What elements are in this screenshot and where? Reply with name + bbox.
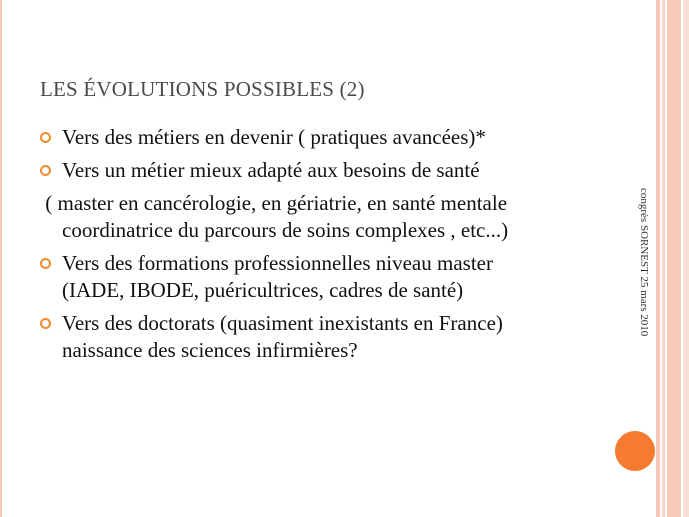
right-stripe-1: [656, 0, 660, 517]
list-item: [40, 250, 620, 304]
item-line: Vers des doctorats (quasiment inexistants en France): [62, 311, 503, 335]
left-border-line: [0, 0, 2, 517]
slide-content: [40, 124, 620, 370]
item-line: Vers un métier mieux adapté aux besoins de santé: [62, 158, 480, 182]
bullet-circle-icon: [40, 318, 51, 329]
item-line-continuation: (IADE, IBODE, puéricultrices, cadres de santé): [62, 278, 464, 302]
list-item: [40, 190, 620, 244]
right-stripe-4: [683, 0, 689, 517]
list-item: [40, 124, 620, 151]
list-item: [40, 310, 620, 364]
item-line: Vers des métiers en devenir ( pratiques avancées)*: [62, 125, 486, 149]
bullet-circle-icon: [40, 258, 51, 269]
bullet-circle-icon: [40, 165, 51, 176]
footer-vertical-text: congrès SORNEST 25 mars 2010: [638, 188, 650, 337]
right-stripe-3: [667, 0, 681, 517]
item-line-continuation: coordinatrice du parcours de soins complexes , etc...): [62, 218, 509, 242]
item-line-continuation: naissance des sciences infirmières?: [62, 338, 358, 362]
item-line: ( master en cancérologie, en gériatrie, en santé mentale: [40, 191, 508, 215]
item-line: Vers des formations professionnelles niveau master: [62, 251, 493, 275]
decorative-circle: [615, 431, 655, 471]
bullet-circle-icon: [40, 132, 51, 143]
list-item: [40, 157, 620, 184]
slide-title: LES ÉVOLUTIONS POSSIBLES (2): [40, 77, 365, 101]
right-stripe-2: [662, 0, 665, 517]
